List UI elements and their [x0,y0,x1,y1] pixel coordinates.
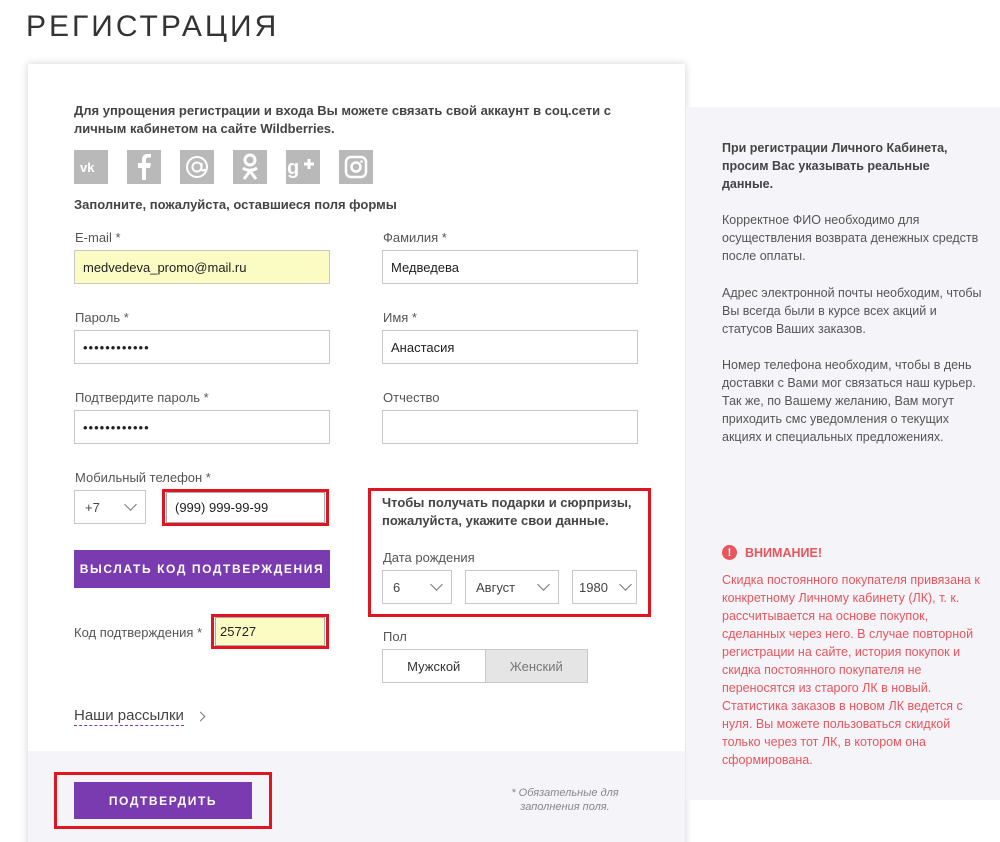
gender-male-option[interactable]: Мужской [383,650,485,682]
email-field[interactable]: medvedeva_promo@mail.ru [74,250,330,284]
facebook-icon[interactable] [127,150,161,184]
sidebar-paragraph-phone: Номер телефона необходим, чтобы в день доставки с Вами мог связаться наш курьер. Так же, по Вашему желанию, Вам могут приходить смс уведомления о текущих акциях и специальных предложениях. [722,358,976,444]
password-field[interactable]: •••••••••••• [74,330,330,364]
chevron-down-icon [124,498,137,511]
newsletters-link[interactable]: Наши рассылки [74,707,184,724]
phone-label: Мобильный телефон * [75,470,211,485]
birth-day-value: 6 [393,579,401,595]
gender-label: Пол [383,629,407,644]
warning-heading [722,545,822,560]
page-title: РЕГИСТРАЦИЯ [26,10,280,43]
chevron-down-icon [537,578,550,591]
sidebar-paragraph-fio: Корректное ФИО необходимо для осуществления возврата денежных средств после оплаты. [722,213,979,263]
svg-text:vk: vk [80,160,95,174]
send-code-button[interactable]: ВЫСЛАТЬ КОД ПОДТВЕРЖДЕНИЯ [74,550,330,588]
birthday-promo-text: Чтобы получать подарки и сюрпризы, пожалуйста, укажите свои данные. [382,495,632,528]
social-intro: Для упрощения регистрации и входа Вы можете связать свой аккаунт в соц.сети с личным кабинетом на сайте Wildberries. [74,103,611,136]
confirm-password-label: Подтвердите пароль * [75,390,209,405]
surname-field[interactable]: Медведева [382,250,638,284]
birth-year-select[interactable] [572,570,637,604]
name-field[interactable]: Анастасия [382,330,638,364]
birth-month-select[interactable] [465,570,559,604]
birth-month-value: Август [476,579,516,595]
country-code-value: +7 [85,499,100,515]
patronymic-label: Отчество [383,390,440,405]
country-code-select[interactable] [74,490,146,524]
instagram-icon[interactable] [339,150,373,184]
sidebar-paragraph-email: Адрес электронной почты необходим, чтобы Вы всегда были в курсе всех акций и статусов Ваших заказов. [722,286,982,336]
svg-text:g: g [287,157,300,179]
confirm-password-field[interactable]: •••••••••••• [74,410,330,444]
gender-female-option[interactable]: Женский [485,650,588,682]
odnoklassniki-icon[interactable] [233,150,267,184]
warning-icon: ! [722,545,737,560]
patronymic-field[interactable] [382,410,638,444]
warning-title: ВНИМАНИЕ! [745,545,822,560]
vk-icon[interactable] [74,150,108,184]
sidebar-intro: При регистрации Личного Кабинета, просим Вас указывать реальные данные. [722,141,948,191]
googleplus-icon[interactable] [286,150,320,184]
birthday-label: Дата рождения [383,550,475,565]
birth-year-value: 1980 [579,579,608,595]
code-field[interactable]: 25727 [215,617,325,646]
required-note: * Обязательные для заполнения поля. [511,787,619,813]
phone-field[interactable]: (999) 999-99-99 [166,492,325,523]
fill-note: Заполните, пожалуйста, оставшиеся поля формы [74,197,397,212]
warning-text: Скидка постоянного покупателя привязана к конкретному Личному кабинету (ЛК), т. к. рассчитывается на основе покупок, сделанных через него. В случае повторной регистрации на сайте, история покупок и скидка постоянного покупателя не переносятся из старого ЛК в новый. Статистика заказов в новом ЛК ведется с нуля. Вы можете пользоваться скидкой только через тот ЛК, в котором она сформирована. [722,573,980,767]
name-label: Имя * [383,310,417,325]
gender-toggle [382,649,588,683]
surname-label: Фамилия * [383,230,447,245]
chevron-down-icon [430,578,443,591]
submit-button[interactable]: ПОДТВЕРДИТЬ [74,782,252,819]
mailru-icon[interactable] [180,150,214,184]
code-label: Код подтверждения * [74,625,203,640]
email-label: E-mail * [75,230,121,245]
birth-day-select[interactable] [382,570,452,604]
chevron-down-icon [619,578,632,591]
password-label: Пароль * [75,310,129,325]
